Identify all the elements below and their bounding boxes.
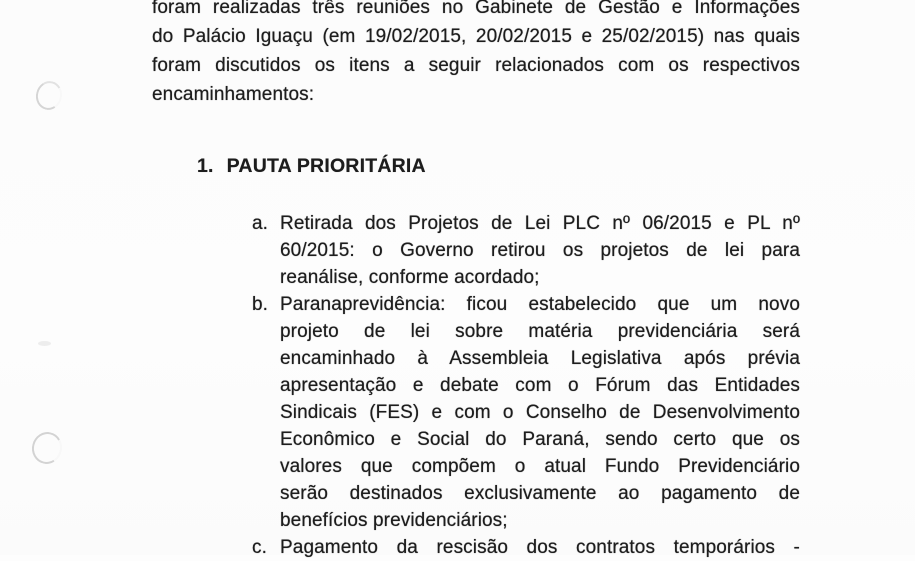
list-item-text	[280, 291, 800, 534]
item-line: apresentação e debate com o Fórum das Entidades	[280, 375, 800, 396]
list-item-marker: b.	[252, 294, 269, 315]
item-line: valores que compõem o atual Fundo Previdenciário	[280, 456, 800, 477]
item-line: Pagamento da rescisão dos contratos temporários -	[280, 537, 800, 558]
item-line: benefícios previdenciários;	[280, 510, 508, 531]
agenda-list	[252, 210, 800, 561]
item-line: Econômico e Social do Paraná, sendo certo que os	[280, 429, 800, 450]
item-line: Paranaprevidência: ficou estabelecido que um novo	[280, 294, 800, 315]
item-line: serão destinados exclusivamente ao pagamento de	[280, 483, 800, 504]
punch-hole-mark-top	[33, 78, 65, 112]
list-item-marker: c.	[252, 537, 267, 558]
paragraph-line: encaminhamentos:	[152, 84, 315, 105]
section-title: PAUTA PRIORITÁRIA	[226, 155, 426, 177]
intro-paragraph	[152, 0, 800, 109]
list-item-text	[280, 210, 800, 291]
list-item-text	[280, 534, 800, 561]
smudge-mark	[38, 341, 51, 346]
item-line: 60/2015: o Governo retirou os projetos de lei para	[280, 240, 800, 261]
section-number: 1.	[197, 155, 214, 177]
paragraph-line: foram discutidos os itens a seguir relacionados com os respectivos	[152, 55, 800, 76]
list-item-b	[252, 291, 800, 534]
list-item-a	[252, 210, 800, 291]
paragraph-line: foram realizadas três reuniões no Gabinete de Gestão e Informações	[152, 0, 800, 18]
paragraph-line: do Palácio Iguaçu (em 19/02/2015, 20/02/2015 e 25/02/2015) nas quais	[152, 26, 800, 47]
list-item-c	[252, 534, 800, 561]
section-heading	[197, 155, 426, 178]
punch-hole-mark-bottom	[29, 429, 66, 467]
item-line: encaminhado à Assembleia Legislativa após prévia	[280, 348, 800, 369]
item-line: projeto de lei sobre matéria previdenciária será	[280, 321, 800, 342]
item-line: Sindicais (FES) e com o Conselho de Desenvolvimento	[280, 402, 800, 423]
item-line: reanálise, conforme acordado;	[280, 267, 540, 288]
list-item-marker: a.	[252, 213, 269, 234]
item-line: Retirada dos Projetos de Lei PLC nº 06/2015 e PL nº	[280, 213, 800, 234]
